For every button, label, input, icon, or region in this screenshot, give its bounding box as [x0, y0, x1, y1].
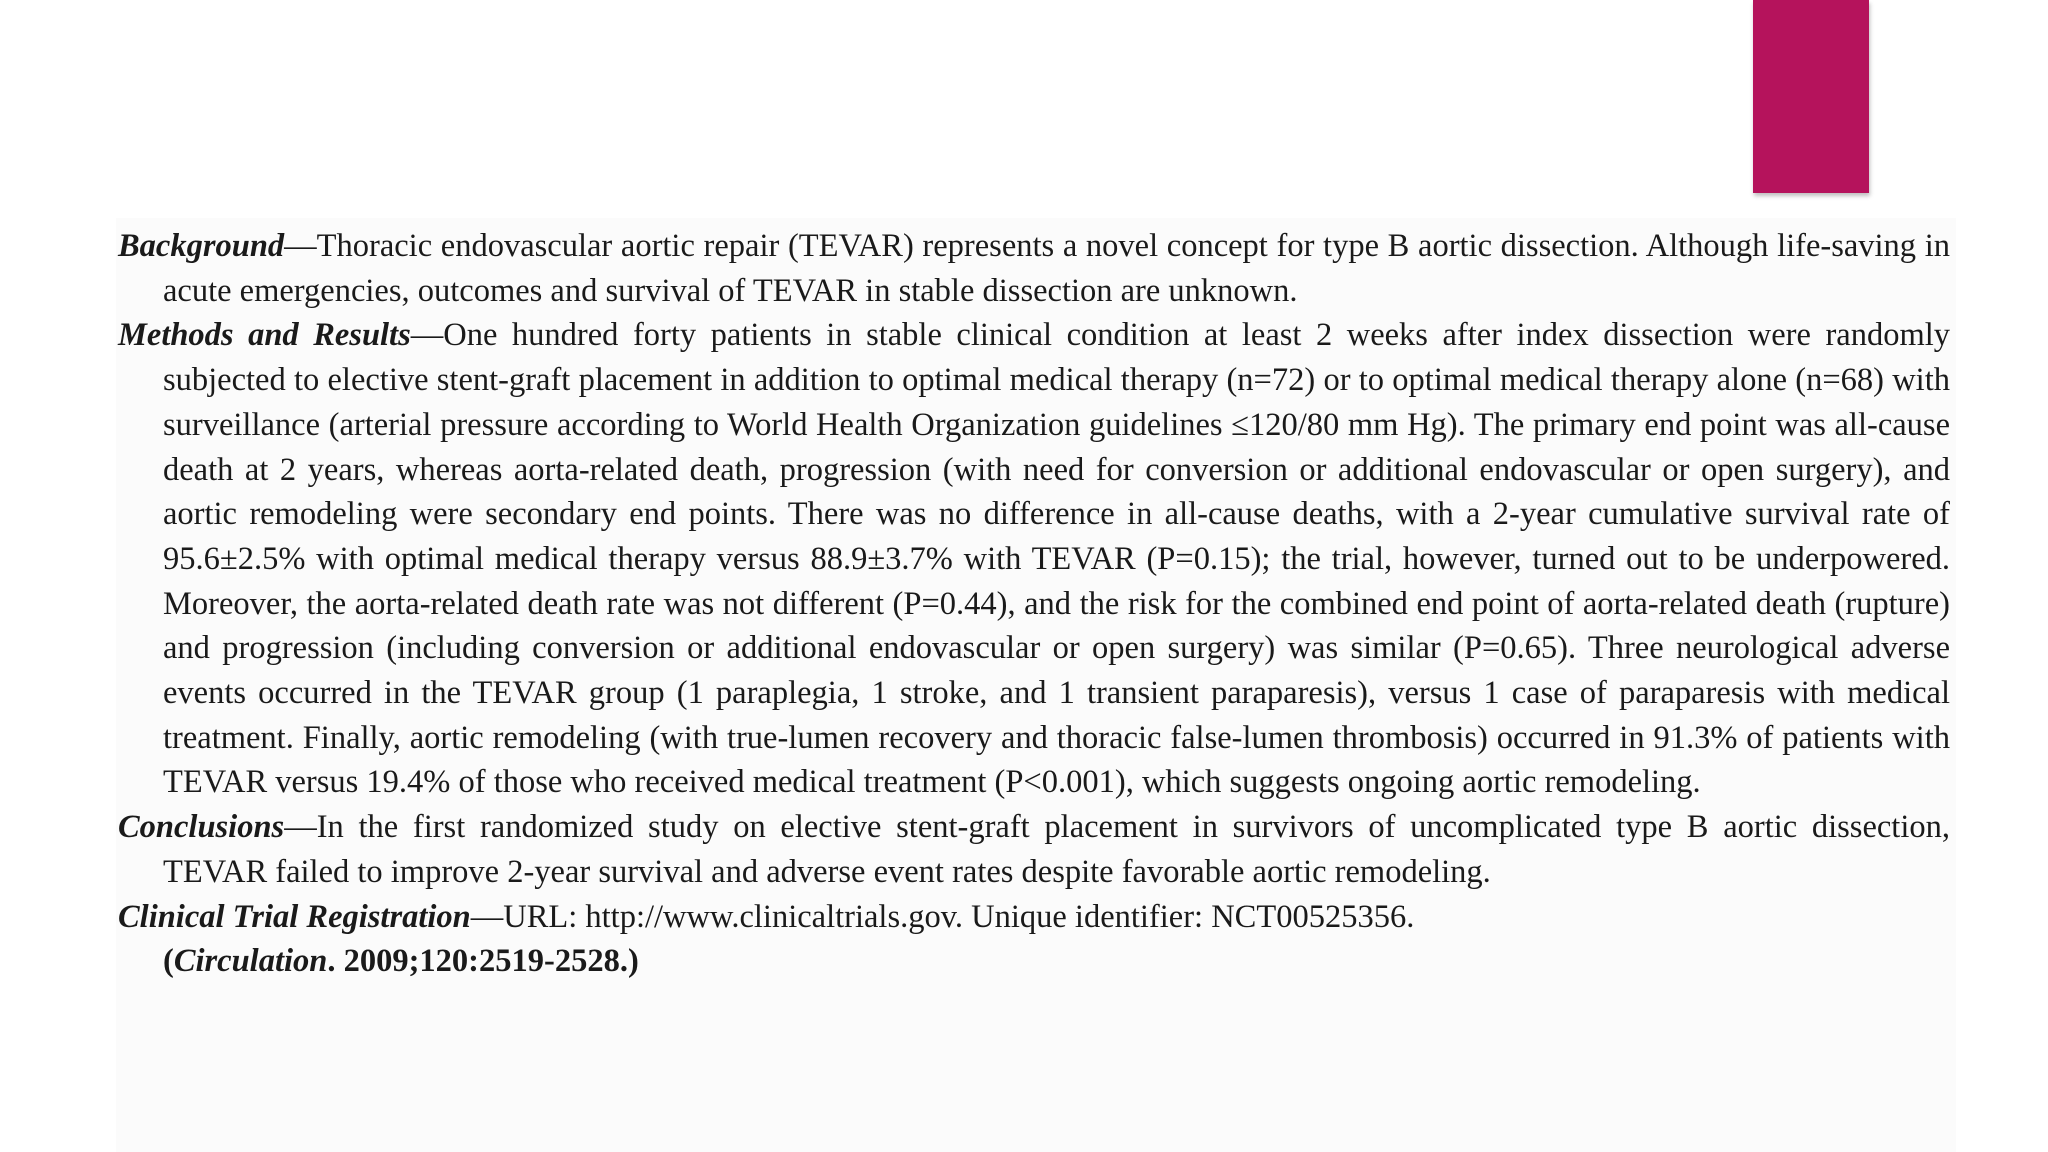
- accent-bar: [1753, 0, 1869, 193]
- registration-heading: Clinical Trial Registration: [118, 898, 471, 935]
- abstract-text: [118, 224, 1950, 984]
- conclusions-paragraph: [118, 805, 1950, 894]
- registration-body: —URL: http://www.clinicaltrials.gov. Unique identifier: NCT00525356.: [470, 898, 1415, 935]
- background-body: —Thoracic endovascular aortic repair (TEVAR) represents a novel concept for type B aortic dissection. Although life-saving in acute emergencies, outcomes and survival of TEVAR in stable dissection are unknown.: [163, 228, 1950, 309]
- citation: [118, 939, 1950, 984]
- methods-heading: Methods and Results: [118, 317, 411, 354]
- conclusions-heading: Conclusions: [118, 809, 285, 846]
- citation-journal: Circulation: [173, 943, 328, 980]
- background-heading: Background: [118, 228, 285, 264]
- conclusions-body: —In the first randomized study on elective stent-graft placement in survivors of uncomplicated type B aortic dissection, TEVAR failed to improve 2-year survival and adverse event rates despite favorable aortic remodeling.: [163, 809, 1950, 890]
- citation-rest: . 2009;120:2519-2528.): [327, 943, 639, 980]
- background-paragraph: [118, 224, 1950, 313]
- citation-open: (: [163, 943, 174, 980]
- registration-paragraph: [118, 895, 1950, 940]
- methods-body: —One hundred forty patients in stable clinical condition at least 2 weeks after index dissection were randomly subjected to elective stent-graft placement in addition to optimal medical therapy (n=72) or to optimal medical therapy alone (n=68) with surveillance (arterial pressure according to World Health Organization guidelines ≤120/80 mm Hg). The primary end point was all-cause death at 2 years, whereas aorta-related death, progression (with need for conversion or additional endovascular or open surgery), and aortic remodeling were secondary end points. There was no difference in all-cause deaths, with a 2-year cumulative survival rate of 95.6±2.5% with optimal medical therapy versus 88.9±3.7% with TEVAR (P=0.15); the trial, however, turned out to be underpowered. Moreover, the aorta-related death rate was not different (P=0.44), and the risk for the combined end point of aorta-related death (rupture) and progression (including conversion or additional endovascular or open surgery) was similar (P=0.65). Three neurological adverse events occurred in the TEVAR group (1 paraplegia, 1 stroke, and 1 transient paraparesis), versus 1 case of paraparesis with medical treatment. Finally, aortic remodeling (with true-lumen recovery and thoracic false-lumen thrombosis) occurred in 91.3% of patients with TEVAR versus 19.4% of those who received medical treatment (P<0.001), which suggests ongoing aortic remodeling.: [163, 317, 1951, 801]
- methods-paragraph: [118, 313, 1950, 805]
